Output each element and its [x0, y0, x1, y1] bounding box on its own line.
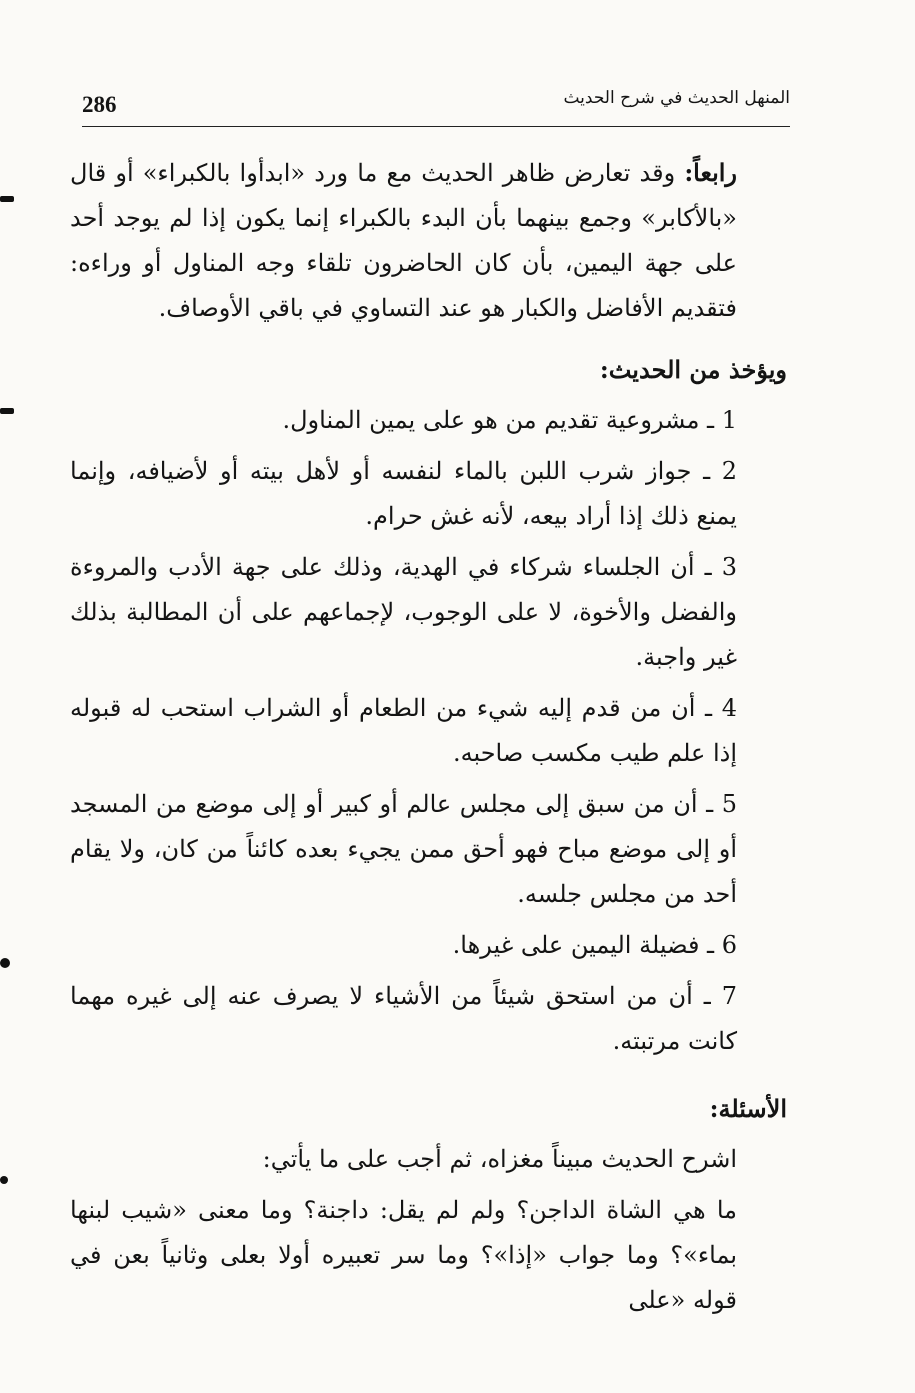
lesson-item: 6 ـ فضيلة اليمين على غيرها.	[452, 931, 737, 959]
lesson-item: 1 ـ مشروعية تقديم من هو على يمين المناول.	[282, 406, 737, 434]
lesson-number: 6	[721, 931, 737, 959]
lesson-number: 2	[721, 457, 738, 485]
lesson-text: فضيلة اليمين على غيرها.	[452, 931, 700, 959]
lesson-item: 3 ـ أن الجلساء شركاء في الهدية، وذلك على جهة الأدب والمروءة والفضل والأخوة، لا على الوجوب، لإجماعهم على أن المطالبة بذلك غير واجبة.	[70, 553, 737, 671]
lesson-item: 5 ـ أن من سبق إلى مجلس عالم أو كبير أو إلى موضع من المسجد أو إلى موضع مباح فهو أحق ممن يجيء بعده كائناً من كان، ولا يقام أحد من مجلس جلسه.	[70, 790, 737, 908]
lesson-item: 2 ـ جواز شرب اللبن بالماء لنفسه أو لأهل بيته أو لأضيافه، وإنما يمنع ذلك إذا أراد بيعه، لأنه غش حرام.	[70, 457, 738, 530]
page-number: 286	[82, 92, 117, 117]
lesson-text: جواز شرب اللبن بالماء لنفسه أو لأهل بيته أو لأضيافه، وإنما يمنع ذلك إذا أراد بيعه، لأنه غش حرام.	[70, 457, 737, 530]
margin-mark	[0, 958, 10, 968]
lesson-text: أن من قدم إليه شيء من الطعام أو الشراب استحب له قبوله إذا علم طيب مكسب صاحبه.	[70, 694, 737, 767]
lesson-text: أن الجلساء شركاء في الهدية، وذلك على جهة الأدب والمروءة والفضل والأخوة، لا على الوجوب، لإجماعهم على أن المطالبة بذلك غير واجبة.	[70, 553, 737, 671]
lesson-number: 7	[721, 982, 737, 1010]
lesson-number: 4	[721, 694, 737, 722]
lesson-number: 1	[721, 406, 737, 434]
lesson-text: أن من استحق شيئاً من الأشياء لا يصرف عنه إلى غيره مهما كانت مرتبته.	[70, 982, 737, 1055]
lesson-item: 4 ـ أن من قدم إليه شيء من الطعام أو الشراب استحب له قبوله إذا علم طيب مكسب صاحبه.	[70, 694, 737, 767]
page-header	[82, 86, 790, 127]
margin-mark	[0, 196, 14, 202]
margin-mark	[0, 408, 14, 414]
questions-heading: الأسئلة:	[709, 1094, 787, 1123]
lesson-item: 7 ـ أن من استحق شيئاً من الأشياء لا يصرف عنه إلى غيره مهما كانت مرتبته.	[70, 982, 737, 1055]
lesson-number: 5	[721, 790, 737, 818]
lesson-text: مشروعية تقديم من هو على يمين المناول.	[282, 406, 700, 434]
questions-instruction: اشرح الحديث مبيناً مغزاه، ثم أجب على ما يأتي:	[262, 1145, 737, 1173]
lessons-heading: ويؤخذ من الحديث:	[599, 355, 787, 384]
page-body	[70, 150, 787, 1329]
intro-lead: رابعاً:	[684, 158, 737, 187]
margin-mark	[0, 1176, 8, 1184]
intro-text: وقد تعارض ظاهر الحديث مع ما ورد «ابدأوا بالكبراء» أو قال «بالأكابر» وجمع بينهما بأن البدء بالكبراء إنما يكون إذا لم يوجد أحد على جهة اليمين، بأن كان الحاضرون تلقاء وجه المناول أو وراءه: فتقديم الأفاضل والكبار هو عند التساوي في باقي الأوصاف.	[70, 159, 737, 322]
lesson-text: أن من سبق إلى مجلس عالم أو كبير أو إلى موضع من المسجد أو إلى موضع مباح فهو أحق ممن يجيء بعده كائناً من كان، ولا يقام أحد من مجلس جلسه.	[70, 790, 737, 908]
lesson-number: 3	[721, 553, 737, 581]
running-title: المنهل الحديث في شرح الحديث	[563, 88, 790, 108]
questions-text: ما هي الشاة الداجن؟ ولم لم يقل: داجنة؟ وما معنى «شيب لبنها بماء»؟ وما جواب «إذا»؟ وما سر تعبيره أولا بعلى وثانياً بعن في قوله «على	[70, 1196, 738, 1314]
intro-paragraph	[70, 150, 787, 331]
